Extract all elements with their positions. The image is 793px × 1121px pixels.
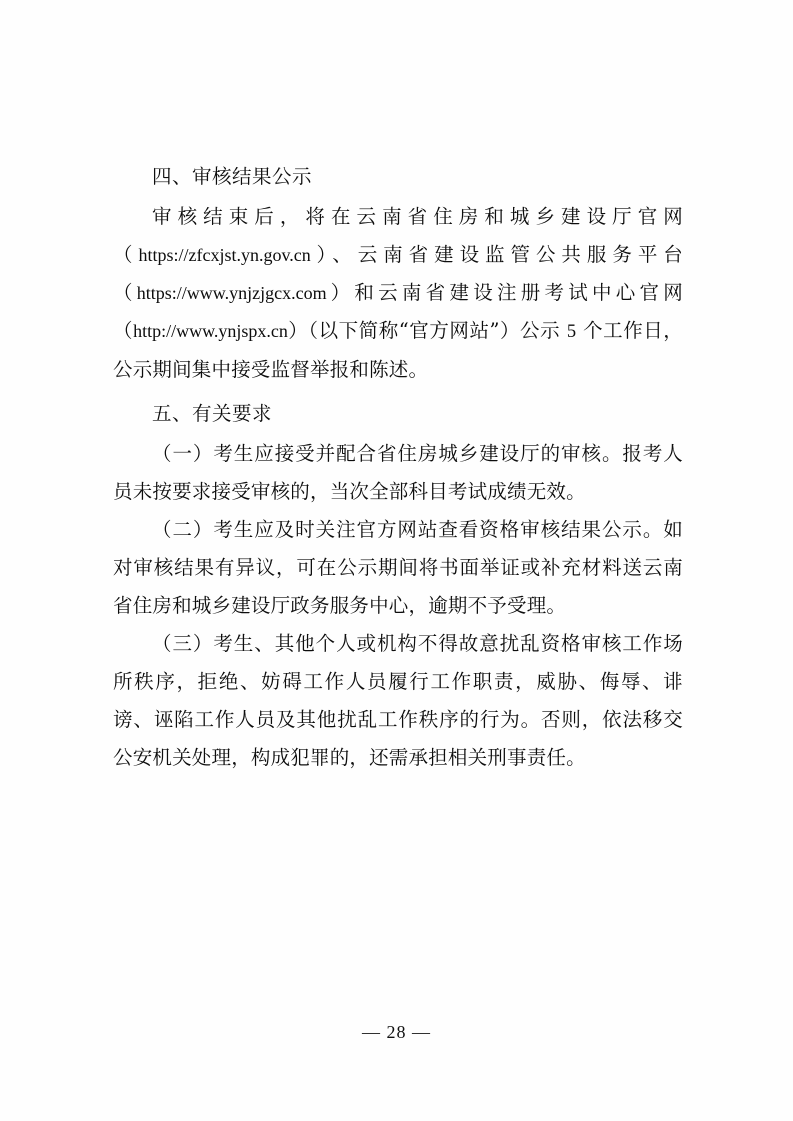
run-text: 审核结束后，将在云南省住房和城乡建设厅官网（ [113, 205, 683, 266]
section-four-paragraph [113, 198, 683, 389]
run-text: ）、云南省建设监管公共服务平台（ [113, 243, 683, 304]
section-heading-four: 四、审核结果公示 [152, 165, 313, 188]
run-text: ）和云南省建设注册考试中心官网（ [113, 281, 683, 342]
url-ynjzjgcx: https://www.ynjzjgcx.com [136, 283, 327, 303]
url-zfcxjst: https://zfcxjst.yn.gov.cn [138, 245, 311, 265]
run-text: （三）考生、其他个人或机构不得故意扰乱资格审核工作场所秩序，拒绝、妨碍工作人员履行工作职责，威胁、侮辱、诽谤、诬陷工作人员及其他扰乱工作秩序的行为。否则，依法移交公安机关处理，构成犯罪的，还需承担相关刑事责任。 [113, 632, 683, 769]
run-text: （二）考生应及时关注官方网站查看资格审核结果公示。如对审核结果有异议，可在公示期间将书面举证或补充材料送云南省住房和城乡建设厅政务服务中心，逾期不予受理。 [113, 518, 683, 617]
run-text: （一）考生应接受并配合省住房城乡建设厅的审核。报考人员未按要求接受审核的，当次全部科目考试成绩无效。 [113, 442, 683, 503]
section-heading-five: 五、有关要求 [152, 402, 273, 425]
run-text: ）（以下简称“官方网站”）公示 [287, 319, 567, 342]
document-body [113, 158, 683, 777]
run-text: 个工作日，公示期间集中接受监督举报和陈述。 [113, 319, 684, 381]
publicity-days-number: 5 [566, 322, 577, 342]
page-number: — 28 — [362, 1022, 431, 1042]
requirement-item-one [113, 435, 683, 511]
url-ynjspx: http://www.ynjspx.cn [133, 321, 288, 341]
requirement-item-two [113, 511, 683, 625]
requirement-item-three [113, 625, 683, 777]
